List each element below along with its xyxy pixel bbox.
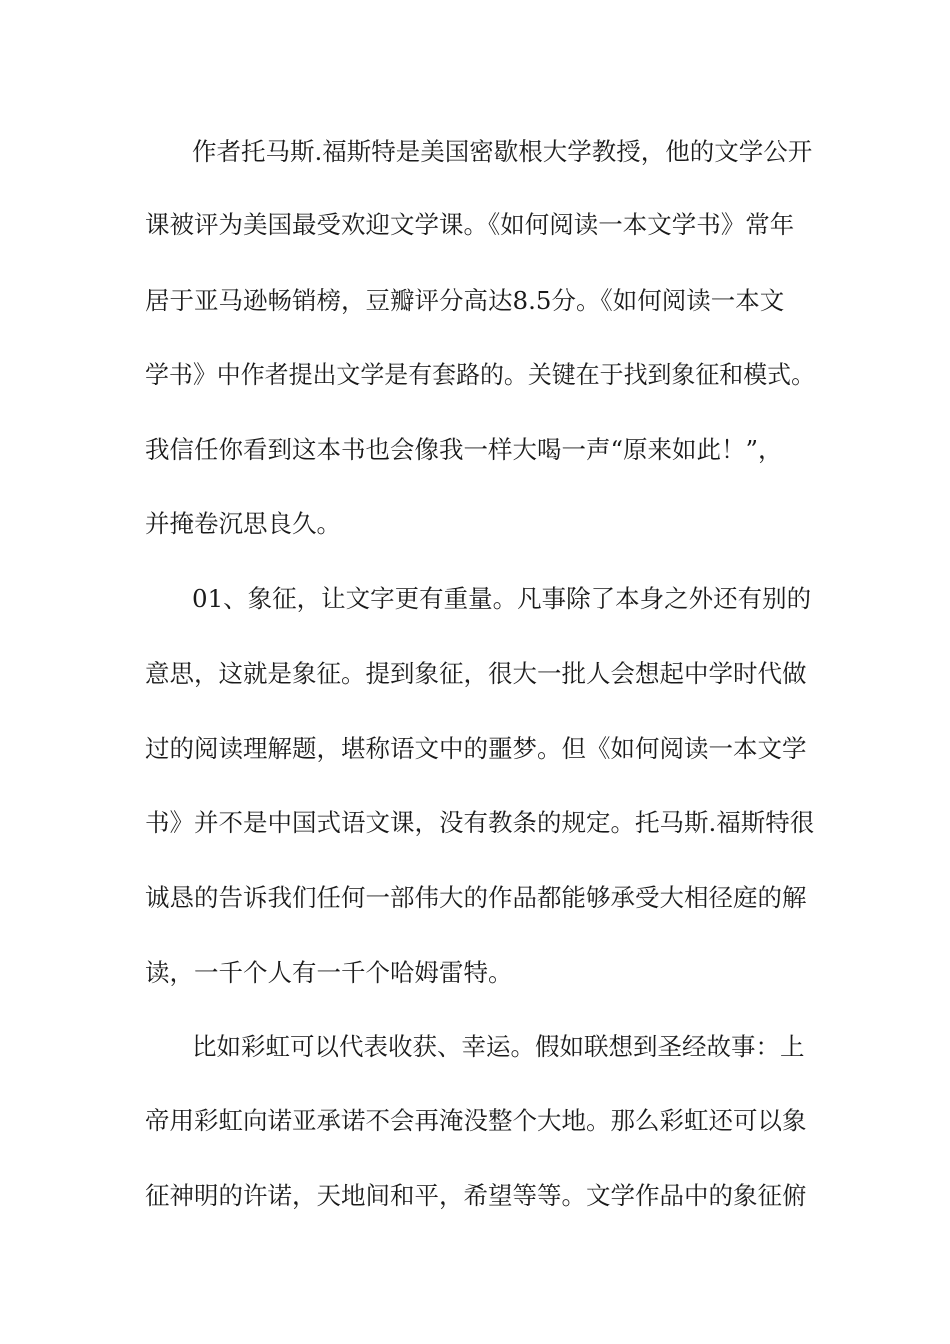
line-text: 意思，这就是象征。提到象征，很大一批人会想起中学时代做 xyxy=(145,659,807,688)
paragraph-1-line-2 xyxy=(0,205,950,245)
line-text: 诚恳的告诉我们任何一部伟大的作品都能够承受大相径庭的解 xyxy=(145,883,807,912)
paragraph-3-line-3 xyxy=(0,1176,950,1216)
paragraph-1-line-5 xyxy=(0,430,950,470)
line-text: 居于亚马逊畅销榜，豆瓣评分高达8.5分。《如何阅读一本文 xyxy=(145,286,785,315)
line-text: 帝用彩虹向诺亚承诺不会再淹没整个大地。那么彩虹还可以象 xyxy=(145,1106,807,1135)
line-text: 征神明的许诺，天地间和平，希望等等。文学作品中的象征俯 xyxy=(145,1181,807,1210)
line-text: 我信任你看到这本书也会像我一样大喝一声“原来如此！”， xyxy=(145,435,783,464)
paragraph-3-line-1 xyxy=(0,1027,950,1067)
paragraph-3-line-2 xyxy=(0,1101,950,1141)
line-text: 作者托马斯.福斯特是美国密歇根大学教授，他的文学公开 xyxy=(192,137,813,166)
line-text: 书》并不是中国式语文课，没有教条的规定。托马斯.福斯特很 xyxy=(145,808,815,837)
line-text: 学书》中作者提出文学是有套路的。关键在于找到象征和模式。 xyxy=(145,360,815,389)
paragraph-1-line-4 xyxy=(0,355,950,395)
line-text: 并掩卷沉思良久。 xyxy=(145,509,341,538)
line-text: 01、象征，让文字更有重量。凡事除了本身之外还有别的 xyxy=(192,584,812,613)
paragraph-2-line-2 xyxy=(0,654,950,694)
paragraph-2-line-3 xyxy=(0,729,950,769)
paragraph-2-line-5 xyxy=(0,878,950,918)
paragraph-1-line-3 xyxy=(0,281,950,321)
paragraph-2-line-6 xyxy=(0,953,950,993)
paragraph-2-line-1 xyxy=(0,579,950,619)
line-text: 读，一千个人有一千个哈姆雷特。 xyxy=(145,958,513,987)
paragraph-1-line-1 xyxy=(0,132,950,172)
paragraph-1-line-6 xyxy=(0,504,950,544)
line-text: 比如彩虹可以代表收获、幸运。假如联想到圣经故事：上 xyxy=(192,1032,805,1061)
paragraph-2-line-4 xyxy=(0,803,950,843)
line-text: 课被评为美国最受欢迎文学课。《如何阅读一本文学书》常年 xyxy=(145,210,795,239)
line-text: 过的阅读理解题，堪称语文中的噩梦。但《如何阅读一本文学 xyxy=(145,734,807,763)
